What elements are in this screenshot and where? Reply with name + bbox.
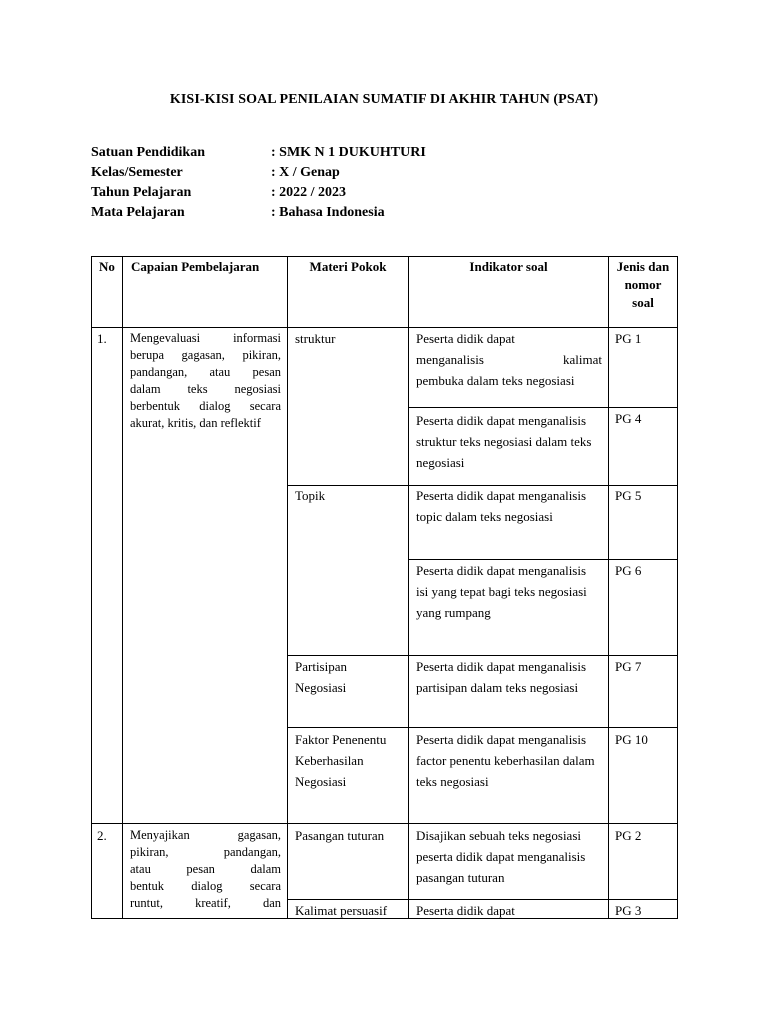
indikator-text: Peserta didik dapat menganalisis topic dalam teks negosiasi <box>416 488 587 524</box>
header-no: No <box>99 259 115 274</box>
indikator-text: Peserta didik dapat menganalisis isi yang tepat bagi teks negosiasi yang rumpang <box>416 563 587 620</box>
indikator-line: menganalisis kalimat <box>416 352 602 367</box>
row-number: 2. <box>97 828 107 843</box>
info-row-satuan <box>91 143 426 163</box>
indikator-line: pembuka dalam teks negosiasi <box>416 373 575 388</box>
jenis-soal: PG 1 <box>615 331 642 346</box>
materi-pokok: Partisipan Negosiasi <box>295 659 347 695</box>
capaian-line: pandangan, atau pesan <box>130 365 281 379</box>
table-border-right <box>677 256 678 919</box>
info-label: Satuan Pendidikan <box>91 145 205 160</box>
info-row-tahun <box>91 183 426 203</box>
row-divider <box>91 823 678 824</box>
header-jenis: Jenis dan nomor soal <box>616 259 670 310</box>
capaian-line: atau pesan dalam <box>130 862 281 876</box>
header-materi: Materi Pokok <box>309 259 387 274</box>
materi-pokok: Topik <box>295 488 326 503</box>
document-title: KISI-KISI SOAL PENILAIAN SUMATIF DI AKHIR TAHUN (PSAT) <box>169 92 599 107</box>
jenis-soal: PG 10 <box>615 732 648 747</box>
table-border-left <box>91 256 92 919</box>
info-row-kelas <box>91 163 426 183</box>
materi-pokok: Pasangan tuturan <box>295 828 385 843</box>
column-divider <box>122 256 123 919</box>
info-value: : X / Genap <box>271 165 340 180</box>
header-capaian: Capaian Pembelajaran <box>131 259 260 274</box>
info-value: : SMK N 1 DUKUHTURI <box>271 145 426 160</box>
jenis-soal: PG 5 <box>615 488 642 503</box>
info-row-mapel <box>91 203 426 223</box>
jenis-soal: PG 7 <box>615 659 642 674</box>
jenis-soal: PG 4 <box>615 411 642 426</box>
column-divider <box>608 256 609 919</box>
jenis-soal: PG 2 <box>615 828 642 843</box>
info-label: Kelas/Semester <box>91 165 183 180</box>
materi-pokok: struktur <box>295 331 336 346</box>
row-divider <box>408 407 678 408</box>
table-border-top <box>91 256 678 257</box>
identity-block <box>91 143 426 223</box>
indikator-text: Disajikan sebuah teks negosiasi peserta didik dapat menganalisis pasangan tuturan <box>416 828 586 885</box>
column-divider <box>287 256 288 919</box>
materi-pokok: Kalimat persuasif <box>295 903 388 918</box>
header-indikator: Indikator soal <box>469 259 548 274</box>
indikator-text: Peserta didik dapat menganalisis partisipan dalam teks negosiasi <box>416 659 587 695</box>
jenis-soal: PG 6 <box>615 563 642 578</box>
indikator-line: Peserta didik dapat <box>416 331 515 346</box>
column-divider <box>408 256 409 919</box>
capaian-line: bentuk dialog secara <box>130 879 281 893</box>
capaian-line: akurat, kritis, dan reflektif <box>130 416 261 430</box>
jenis-soal: PG 3 <box>615 903 642 918</box>
capaian-line: dalam teks negosiasi <box>130 382 281 396</box>
info-value: : 2022 / 2023 <box>271 185 347 200</box>
capaian-line: pikiran, pandangan, <box>130 845 281 859</box>
indikator-text: Peserta didik dapat menganalisis factor penentu keberhasilan dalam teks negosiasi <box>416 732 595 789</box>
row-divider <box>287 727 678 728</box>
row-number: 1. <box>97 331 107 346</box>
indikator-text <box>416 328 602 391</box>
info-value: : Bahasa Indonesia <box>271 205 385 220</box>
info-label: Mata Pelajaran <box>91 205 185 220</box>
info-label: Tahun Pelajaran <box>91 185 192 200</box>
row-divider <box>287 899 678 900</box>
materi-pokok: Faktor Penenentu Keberhasilan Negosiasi <box>295 732 387 789</box>
capaian-text <box>130 827 281 912</box>
capaian-line: berupa gagasan, pikiran, <box>130 348 281 362</box>
indikator-text: Peserta didik dapat <box>416 903 515 918</box>
capaian-line: Mengevaluasi informasi <box>130 331 281 345</box>
capaian-line: runtut, kreatif, dan <box>130 896 281 910</box>
capaian-line: berbentuk dialog secara <box>130 399 281 413</box>
indikator-text: Peserta didik dapat menganalisis struktur teks negosiasi dalam teks negosiasi <box>416 413 592 470</box>
capaian-text <box>130 330 281 432</box>
capaian-line: Menyajikan gagasan, <box>130 828 281 842</box>
